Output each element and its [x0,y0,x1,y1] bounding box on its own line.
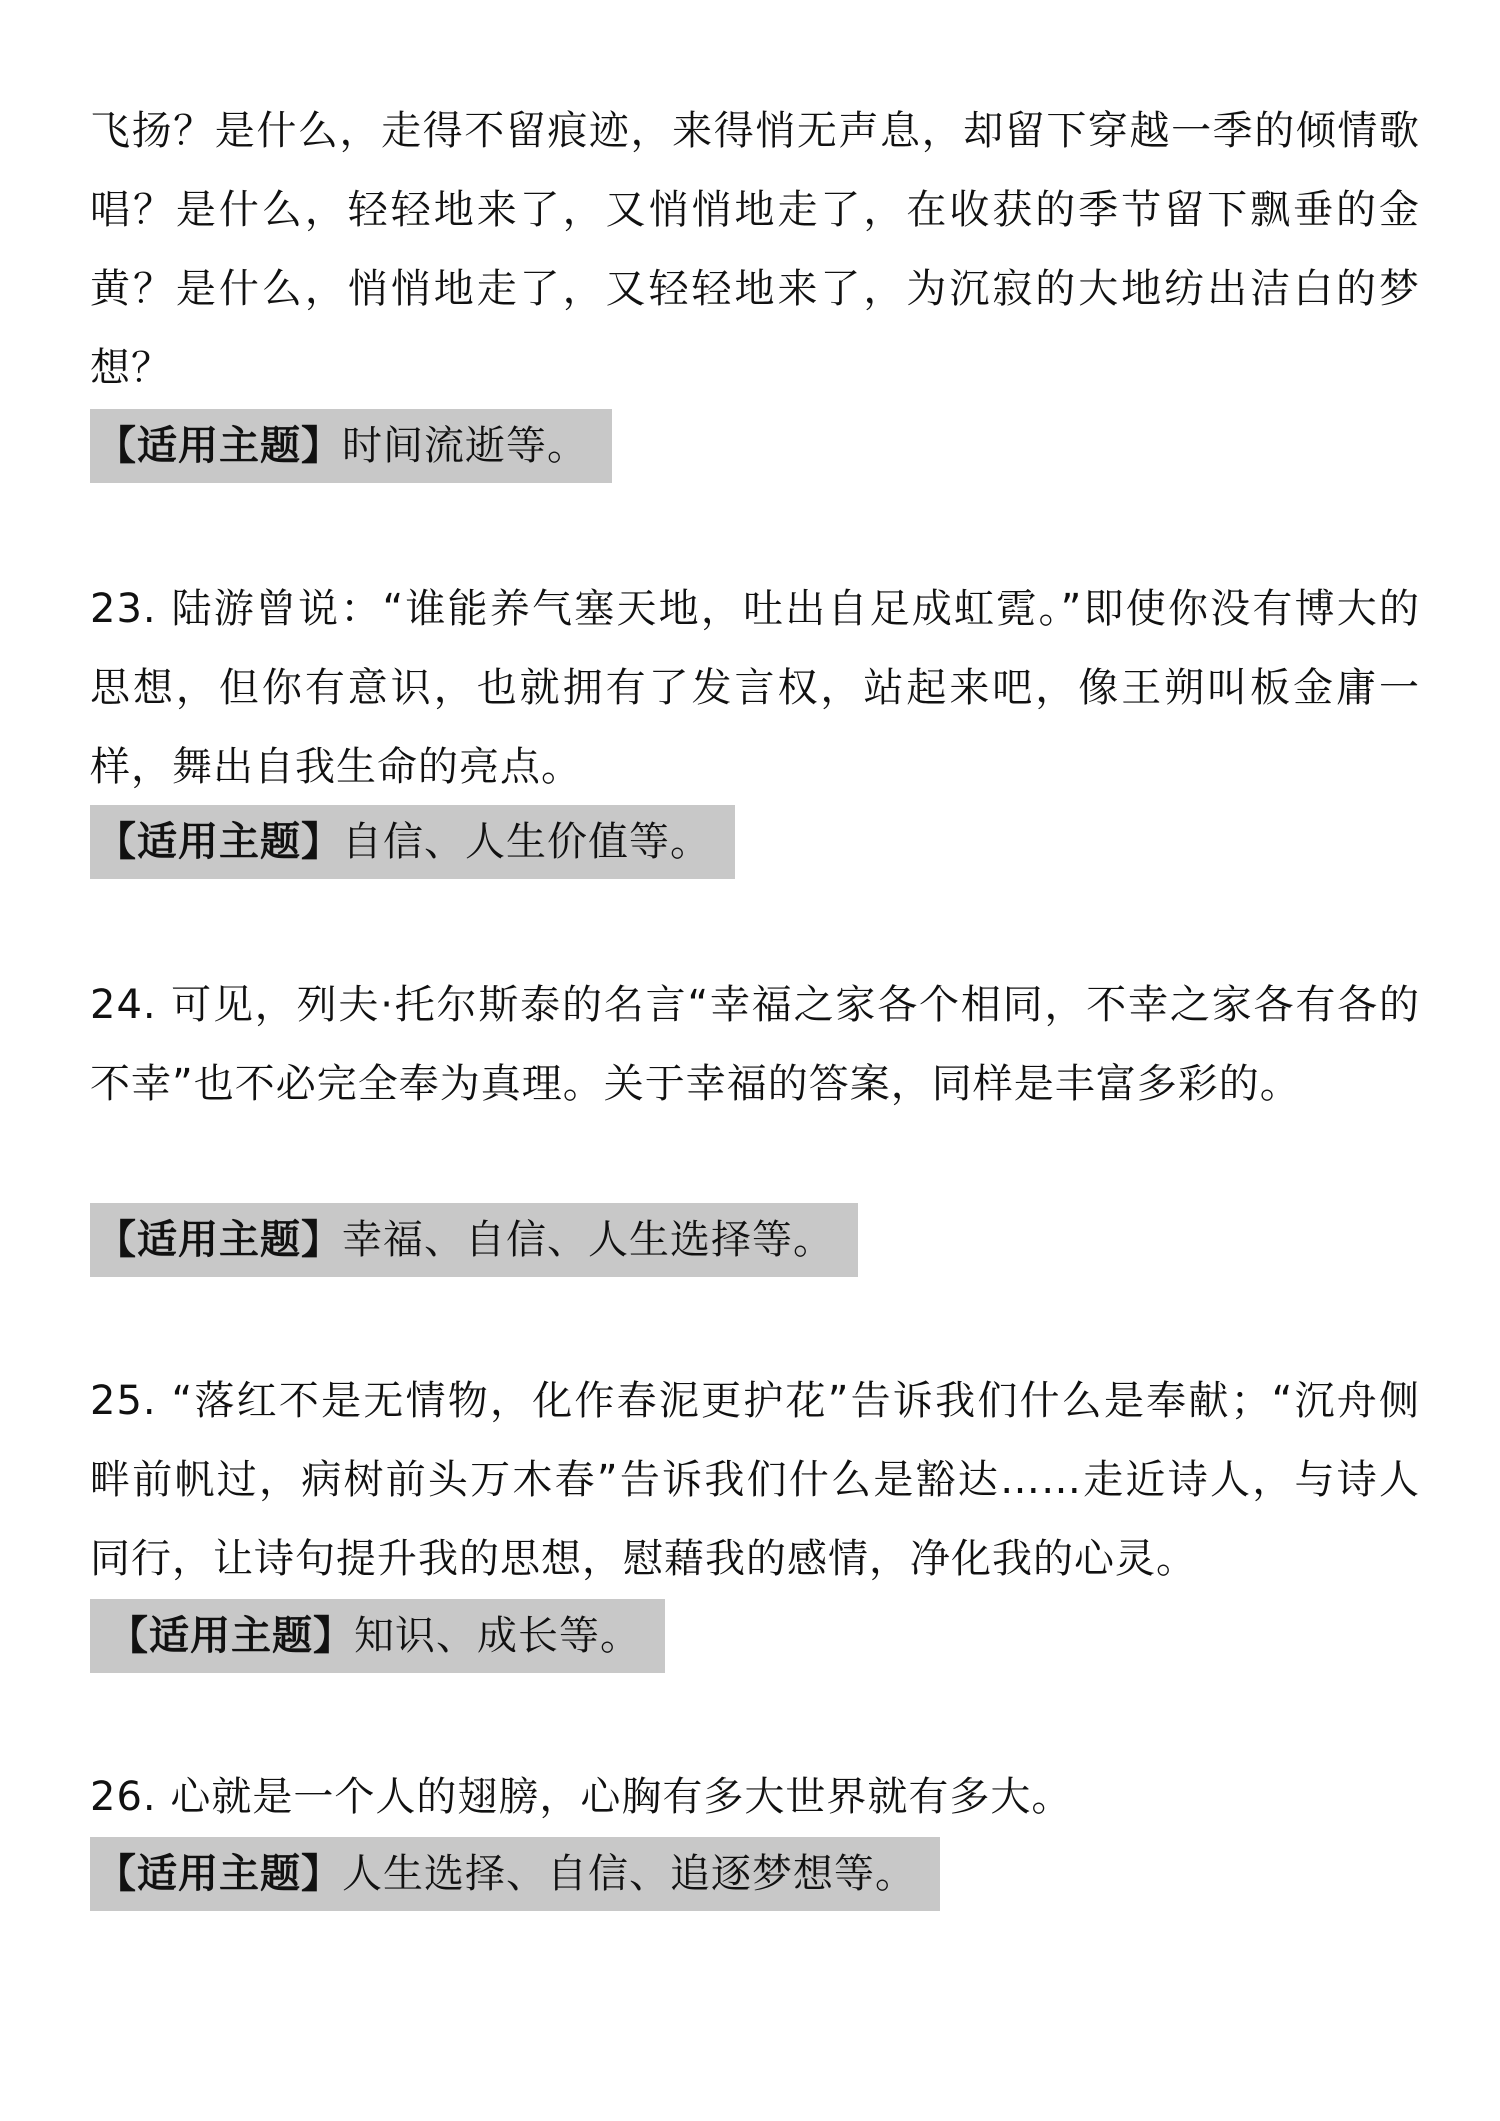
passage-25: 25. “落红不是无情物，化作春泥更护花”告诉我们什么是奉献；“沉舟侧畔前帆过，病树前头万木春”告诉我们什么是豁达……走近诗人，与诗人同行，让诗句提升我的思想，慰藉我的感情，净化我的心灵。 [90,1378,1420,1582]
theme-label [90,1599,665,1673]
passage-24: 24. 可见，列夫·托尔斯泰的名言“幸福之家各个相同，不幸之家各有各的不幸”也不必完全奉为真理。关于幸福的答案，同样是丰富多彩的。 [90,982,1420,1107]
theme-value: 人生选择、自信、追逐梦想等。 [342,1851,916,1897]
passage-continued: 飞扬？是什么，走得不留痕迹，来得悄无声息，却留下穿越一季的倾情歌唱？是什么，轻轻地来了，又悄悄地走了，在收获的季节留下飘垂的金黄？是什么，悄悄地走了，又轻轻地来了，为沉寂的大地纺出洁白的梦想？ [90,108,1420,391]
passage-26: 26. 心就是一个人的翅膀，心胸有多大世界就有多大。 [90,1774,1073,1820]
theme-value: 幸福、自信、人生选择等。 [342,1217,834,1263]
theme-tag: 【适用主题】 [96,1217,342,1263]
theme-tag: 【适用主题】 [96,423,342,469]
theme-tag: 【适用主题】 [96,819,342,865]
theme-tag: 【适用主题】 [96,1851,342,1897]
theme-value: 知识、成长等。 [354,1613,641,1659]
theme-value: 自信、人生价值等。 [342,819,711,865]
theme-tag: 【适用主题】 [108,1613,354,1659]
theme-label [90,409,612,483]
theme-value: 时间流逝等。 [342,423,588,469]
passage-23: 23. 陆游曾说：“谁能养气塞天地，吐出自足成虹霓。”即使你没有博大的思想，但你有意识，也就拥有了发言权，站起来吧，像王朔叫板金庸一样，舞出自我生命的亮点。 [90,586,1420,790]
theme-label [90,1837,940,1911]
theme-label [90,1203,858,1277]
theme-label [90,805,735,879]
